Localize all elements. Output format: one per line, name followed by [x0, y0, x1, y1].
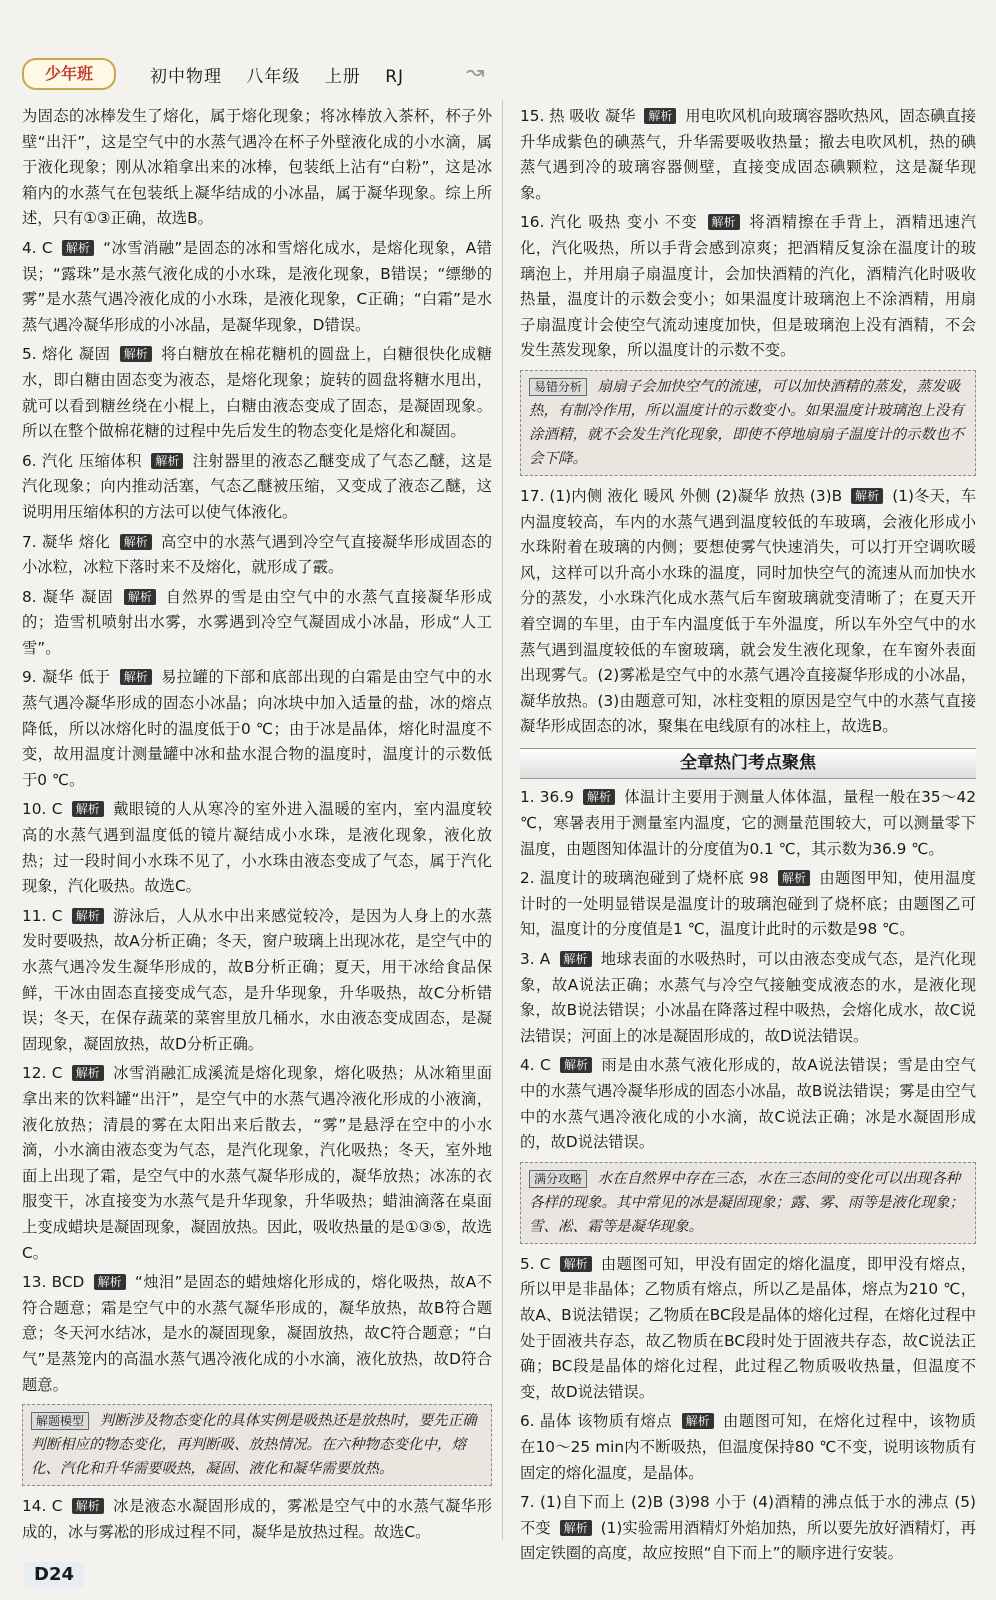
- answer-item: 16. 汽化 吸热 变小 不变 解析 将酒精擦在手背上，酒精迅速汽化，汽化吸热，所以手背会感到凉爽；把酒精反复涂在温度计的玻璃泡上，并用扇子扇温度计，会加快酒精的汽化，酒精汽化时吸收热量，温度计的示数会变小；如果温度计玻璃泡上不涂酒精，用扇子扇温度计会使空气流动速度加快，但是玻璃泡上没有酒精，不会发生蒸发现象，所以温度计的示数不变。: [520, 213, 976, 360]
- answer-item: 2. 温度计的玻璃泡碰到了烧杯底 98 解析 由题图甲知，使用温度计时的一处明显错误是温度计的玻璃泡碰到了烧杯底；由题图乙可知，温度计的分度值是1 ℃，温度计此时的示数是98 ℃。: [520, 869, 976, 939]
- full-score-strategy-note: [520, 1162, 976, 1244]
- analysis-tag: 解析: [851, 488, 883, 504]
- analysis-tag: 解析: [72, 1065, 104, 1081]
- answer-item: 3. A 解析 地球表面的水吸热时，可以由液态变成气态，是汽化现象，故A说法正确；水蒸气与冷空气接触变成液态的水，是液化现象，故B说法错误；小冰晶在降落过程中吸热，会熔化成水，故C说法错误；河面上的冰是凝固形成的，故D说法错误。: [520, 950, 976, 1045]
- analysis-tag: 解析: [62, 240, 94, 256]
- answer-item: 6. 汽化 压缩体积 解析 注射器里的液态乙醚变成了气态乙醚，这是汽化现象；向内推动活塞，气态乙醚被压缩，又变成了液态乙醚，这说明用压缩体积的方法可以使气体液化。: [22, 451, 492, 521]
- answer-item: 5. C 解析 由题图可知，甲没有固定的熔化温度，即甲没有熔点，所以甲是非晶体；乙物质有熔点，所以乙是晶体，熔点为210 ℃，故A、B说法错误；乙物质在BC段是晶体的熔化过程，在熔化过程中处于固液共存态，故乙物质在BC段时处于固液共存态，故C说法正确；BC段是晶体的熔化过程，此过程乙物质吸收热量，但温度不变，故D说法错误。: [520, 1254, 976, 1401]
- answer-item: 14. C 解析 冰是液态水凝固形成的，雾凇是空气中的水蒸气凝华形成的，冰与雾凇的形成过程不同，凝华是放热过程。故选C。: [22, 1497, 493, 1541]
- subject: 初中物理: [150, 67, 222, 87]
- analysis-tag: 解析: [708, 214, 740, 230]
- decorative-swirl-icon: ↝: [466, 60, 485, 85]
- section-title: 全章热门考点聚焦: [520, 748, 976, 780]
- note-label: 易错分析: [529, 378, 587, 396]
- answer-item: 7. (1)自下而上 (2)B (3)98 小于 (4)酒精的沸点低于水的沸点 (5)不变 解析 (1)实验需用酒精灯外焰加热，所以要先放好酒精灯，再固定铁圈的高度，故应按照“自下而上”的顺序进行安装。: [520, 1493, 976, 1563]
- volume: 上册: [324, 67, 361, 87]
- answer-item: 4. C 解析 雨是由水蒸气液化形成的，故A说法错误；雪是由空气中的水蒸气遇冷凝华形成的固态小冰晶，故B说法错误；雾是由空气中的水蒸气遇冷液化成的小水滴，故C说法正确；冰是水凝固形成的，故D说法错误。: [520, 1056, 976, 1152]
- answer-item: 9. 凝华 低于 解析 易拉罐的下部和底部出现的白霜是由空气中的水蒸气遇冷凝华形成的固态小冰晶；向冰块中加入适量的盐，冰的熔点降低，所以冰熔化时的温度低于0 ℃；由于冰是晶体，熔化时温度不变，故用温度计测量罐中冰和盐水混合物的温度时，温度计的示数低于0 ℃。: [22, 668, 492, 789]
- analysis-tag: 解析: [778, 870, 810, 886]
- analysis-tag: 解析: [560, 1520, 592, 1536]
- answer-item: 8. 凝华 凝固 解析 自然界的雪是由空气中的水蒸气直接凝华形成的；造雪机喷射出水雾，水雾遇到冷空气凝固成小冰晶，形成“人工雪”。: [22, 587, 492, 657]
- analysis-tag: 解析: [72, 801, 104, 817]
- analysis-tag: 解析: [120, 534, 152, 550]
- answer-item: 1. 36.9 解析 体温计主要用于测量人体体温，量程一般在35～42 ℃，寒暑表用于测量室内温度，它的测量范围较大，可以测量零下温度，由题图知体温计的分度值为0.1 ℃，其示数为36.9 ℃。: [520, 788, 976, 858]
- analysis-tag: 解析: [560, 951, 592, 967]
- column-divider: [502, 100, 503, 1540]
- answer-item: 4. C 解析 “冰雪消融”是固态的冰和雪熔化成水，是熔化现象，A错误；“露珠”是水蒸气液化成的小水珠，是液化现象，B错误；“缥缈的雾”是水蒸气遇冷液化成的小水珠，是液化现象，C正确；“白霜”是水蒸气遇冷凝华形成的小冰晶，是凝华现象，D错误。: [22, 238, 492, 334]
- analysis-tag: 解析: [120, 669, 152, 685]
- answer-item: 6. 晶体 该物质有熔点 解析 由题图可知，在熔化过程中，该物质在10～25 min内不断吸热，但温度保持80 ℃不变，说明该物质有固定的熔化温度，是晶体。: [520, 1412, 976, 1482]
- page-header: [0, 0, 996, 96]
- answer-item: 7. 凝华 熔化 解析 高空中的水蒸气遇到冷空气直接凝华形成固态的小冰粒，冰粒下落时来不及熔化，就形成了霰。: [22, 532, 492, 577]
- analysis-tag: 解析: [72, 1498, 104, 1514]
- answer-item: 为固态的冰棒发生了熔化，属于熔化现象；将冰棒放入茶杯，杯子外壁“出汗”，这是空气中的水蒸气遇冷在杯子外壁液化成的小水滴，属于液化现象；刚从冰箱拿出来的冰棒，包装纸上沾有“白粉”，这是冰箱内的水蒸气在包装纸上凝华结成的小冰晶，属于凝华现象。综上所述，只有①③正确，故选B。: [22, 107, 492, 228]
- analysis-tag: 解析: [151, 453, 183, 469]
- left-column: [22, 104, 492, 1549]
- error-analysis-note: [520, 370, 976, 476]
- answer-item: 11. C 解析 游泳后，人从水中出来感觉较冷，是因为人身上的水蒸发时要吸热，故A分析正确；冬天，窗户玻璃上出现冰花，是空气中的水蒸气遇冷发生凝华形成的，故B分析正确；夏天，用干冰给食品保鲜，干冰由固态直接变成气态，是升华现象，升华吸热，故C分析错误；冬天，在保存蔬菜的菜窖里放几桶水，水由液态变成固态，是凝固现象，凝固放热，故D分析正确。: [22, 906, 493, 1053]
- answer-item: 15. 热 吸收 凝华 解析 用电吹风机向玻璃容器吹热风，固态碘直接升华成紫色的碘蒸气，升华需要吸收热量；撤去电吹风机，热的碘蒸气遇到冷的玻璃容器侧壁，直接变成固态碘颗粒，这是凝华现象。: [520, 107, 976, 202]
- solving-model-note: [22, 1404, 492, 1486]
- edition: RJ: [385, 67, 405, 87]
- analysis-tag: 解析: [72, 908, 104, 924]
- answer-item: 10. C 解析 戴眼镜的人从寒冷的室外进入温暖的室内，室内温度较高的水蒸气遇到温度低的镜片凝结成小水珠，是液化现象，液化放热；过一段时间小水珠不见了，小水珠由液态变成了气态，属于汽化现象，汽化吸热。故选C。: [22, 800, 493, 896]
- note-text: 扇扇子会加快空气的流速，可以加快酒精的蒸发，蒸发吸热，有制冷作用，所以温度计的示数变小。如果温度计玻璃泡上没有涂酒精，就不会发生汽化现象，即使不停地扇扇子温度计的示数也不会下降。: [529, 378, 964, 467]
- analysis-tag: 解析: [682, 1413, 714, 1429]
- page-number: D24: [24, 1562, 84, 1588]
- answer-item: 12. C 解析 冰雪消融汇成溪流是熔化现象，熔化吸热；从冰箱里面拿出来的饮料罐“出汗”，是空气中的水蒸气遇冷液化形成的小液滴，液化放热；清晨的雾在太阳出来后散去，“雾”是悬浮在空中的小水滴，小水滴由液态变为气态，是汽化现象，汽化吸热；冬天，室外地面上出现了霜，是空气中的水蒸气凝华形成的，凝华放热；冰冻的衣服变干，冰直接变为水蒸气是升华现象，升华吸热；蜡油滴落在桌面上变成蜡块是凝固现象，凝固放热。因此，吸收热量的是①③⑤，故选C。: [22, 1064, 493, 1262]
- analysis-tag: 解析: [120, 346, 152, 362]
- analysis-tag: 解析: [124, 589, 156, 605]
- answer-item: 17. (1)内侧 液化 暖风 外侧 (2)凝华 放热 (3)B 解析 (1)冬天，车内温度较高，车内的水蒸气遇到温度较低的车玻璃，会液化形成小水珠附着在玻璃的内侧；要想使雾气快速消失，可以打开空调吹暖风，这样可以升高小水珠的温度，同时加快空气的流速从而加快水分的蒸发，小水珠汽化成水蒸气后车窗玻璃就变清晰了；在夏天开着空调的车里，由于车内温度低于车外温度，所以车外空气中的水蒸气遇到温度较低的车窗玻璃，就会发生液化现象，在车窗外表面出现雾气。(2)雾凇是空气中的水蒸气遇冷直接凝华形成的小冰晶，凝华放热。(3)由题意可知，冰柱变粗的原因是空气中的水蒸气直接凝华形成固态的冰，聚集在电线原有的冰柱上，故选B。: [520, 486, 976, 736]
- analysis-tag: 解析: [560, 1256, 592, 1272]
- answer-item: 5. 熔化 凝固 解析 将白糖放在棉花糖机的圆盘上，白糖很快化成糖水，即白糖由固态变为液态，是熔化现象；旋转的圆盘将糖水甩出，就可以看到糖丝绕在小棍上，白糖由液态变成了固态，是凝固现象。所以在整个做棉花糖的过程中先后发生的物态变化是熔化和凝固。: [22, 345, 492, 441]
- note-text: 水在自然界中存在三态，水在三态间的变化可以出现各种各样的现象。其中常见的冰是凝固现象；露、雾、雨等是液化现象；雪、凇、霜等是凝华现象。: [529, 1170, 964, 1235]
- note-label: 解题模型: [31, 1412, 89, 1430]
- analysis-tag: 解析: [94, 1274, 126, 1290]
- brand-logo: 少年班: [22, 58, 116, 90]
- analysis-tag: 解析: [583, 789, 615, 805]
- analysis-tag: 解析: [560, 1057, 592, 1073]
- grade: 八年级: [246, 67, 301, 87]
- book-title: [150, 62, 422, 87]
- note-text: 判断涉及物态变化的具体实例是吸热还是放热时，要先正确判断相应的物态变化，再判断吸、放热情况。在六种物态变化中，熔化、汽化和升华需要吸热，凝固、液化和凝华需要放热。: [31, 1413, 477, 1478]
- analysis-tag: 解析: [644, 108, 676, 124]
- note-label: 满分攻略: [529, 1170, 587, 1188]
- right-column: [520, 104, 976, 1571]
- answer-item: 13. BCD 解析 “烛泪”是固态的蜡烛熔化形成的，熔化吸热，故A不符合题意；霜是空气中的水蒸气凝华形成的，凝华放热，故B符合题意；冬天河水结冰，是水的凝固现象，凝固放热，故C符合题意；“白气”是蒸笼内的高温水蒸气遇冷液化成的小水滴，液化放热，故D符合题意。: [22, 1273, 492, 1394]
